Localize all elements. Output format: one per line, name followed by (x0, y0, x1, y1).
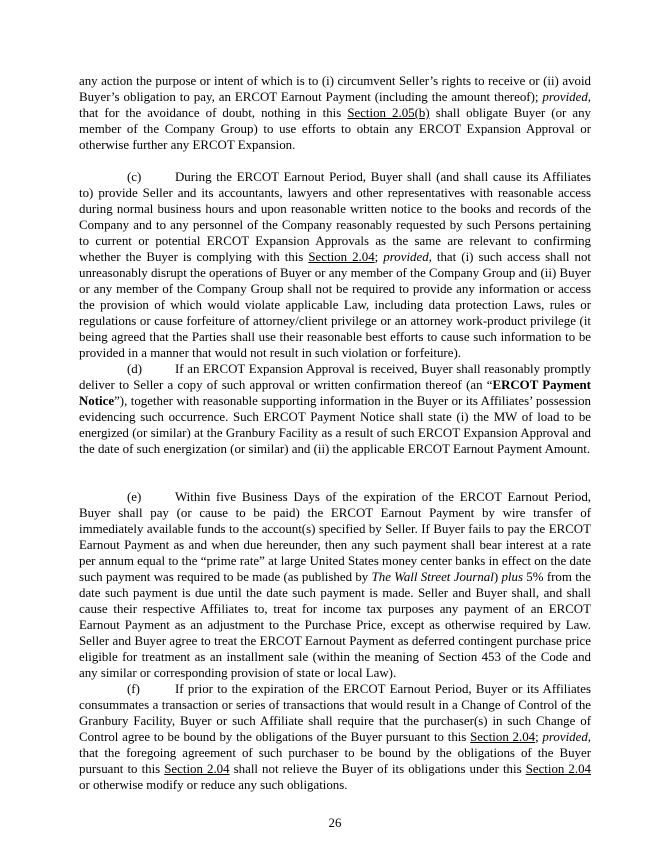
paragraph-label: (c) (127, 170, 142, 184)
paragraph-c: (c) During the ERCOT Earnout Period, Buyer shall (and shall cause its Affiliates to) provide Seller and its accountants, lawyers and other representatives with reasonable access during normal business hours and upon reasonable written notice to the books and records of the Company and to any personnel of the Company reasonably requested by such Persons pertaining to current or potential ERCOT Expansion Approvals as the same are relevant to confirming whether the Buyer is complying with this Section 2.04; provided, that (i) such access shall not unreasonably disrupt the operations of Buyer or any member of the Company Group and (ii) Buyer or any member of the Company Group shall not be required to provide any information or access the provision of which would violate applicable Law, including data protection Laws, rules or regulations or cause forfeiture of attorney/client privilege or an attorney work-product privilege (it being agreed that the Parties shall use their reasonable best efforts to cause such information to be provided in a manner that would not result in such violation or forfeiture). (79, 170, 592, 360)
paragraph-label: (d) (127, 362, 143, 376)
defined-term: ERCOT Payment Notice (79, 378, 591, 408)
paragraph-intro: any action the purpose or intent of which is to (i) circumvent Seller’s rights to receive or (ii) avoid Buyer’s obligation to pay, an ERCOT Earnout Payment (including the amount thereof); provided, that for the avoidance of doubt, nothing in this Section 2.05(b) shall obligate Buyer (or any member of the Company Group) to use efforts to obtain any ERCOT Expansion Approval or otherwise further any ERCOT Expansion. (79, 74, 591, 152)
paragraph-d: (d) If an ERCOT Expansion Approval is received, Buyer shall reasonably promptly deliver to Seller a copy of such approval or written confirmation thereof (an “ERCOT Payment Notice”), together with reasonable supporting information in the Buyer or its Affiliates’ possession evidencing such occurrence. Such ERCOT Payment Notice shall state (i) the MW of load to be energized (or similar) at the Granbury Facility as a result of such ERCOT Expansion Approval and the date of such energization (or similar) and (ii) the applicable ERCOT Earnout Payment Amount. (79, 362, 591, 456)
paragraph-label: (e) (127, 490, 142, 504)
section-reference: Section 2.04 (164, 762, 230, 776)
paragraph-label: (f) (127, 682, 140, 696)
section-reference: Section 2.04 (525, 762, 591, 776)
page-number: 26 (328, 816, 342, 830)
section-reference: Section 2.04 (470, 730, 536, 744)
paragraph-f: (f) If prior to the expiration of the ERCOT Earnout Period, Buyer or its Affiliates consummates a transaction or series of transactions that would result in a Change of Control of the Granbury Facility, Buyer or such Affiliate shall require that the purchaser(s) in such Change of Control agree to be bound by the obligations of the Buyer pursuant to this Section 2.04; provided, that the foregoing agreement of such purchaser to be bound by the obligations of the Buyer pursuant to this Section 2.04 shall not relieve the Buyer of its obligations under this Section 2.04 or otherwise modify or reduce any such obligations. (79, 682, 591, 792)
section-reference: Section 2.04 (308, 250, 375, 264)
paragraph-e: (e) Within five Business Days of the expiration of the ERCOT Earnout Period, Buyer shall pay (or cause to be paid) the ERCOT Earnout Payment by wire transfer of immediately available funds to the account(s) specified by Seller. If Buyer fails to pay the ERCOT Earnout Payment as and when due hereunder, then any such payment shall bear interest at a rate per annum equal to the “prime rate” at large United States money center banks in effect on the date such payment was required to be made (as published by The Wall Street Journal) plus 5% from the date such payment is due until the date such payment is made. Seller and Buyer shall, and shall cause their respective Affiliates to, treat for income tax purposes any payment of an ERCOT Earnout Payment as an adjustment to the Purchase Price, except as otherwise required by Law. Seller and Buyer agree to treat the ERCOT Earnout Payment as deferred contingent purchase price eligible for treatment as an installment sale (within the meaning of Section 453 of the Code and any similar or corresponding provision of state or local Law). (79, 490, 591, 680)
section-reference: Section 2.05(b) (347, 106, 430, 120)
